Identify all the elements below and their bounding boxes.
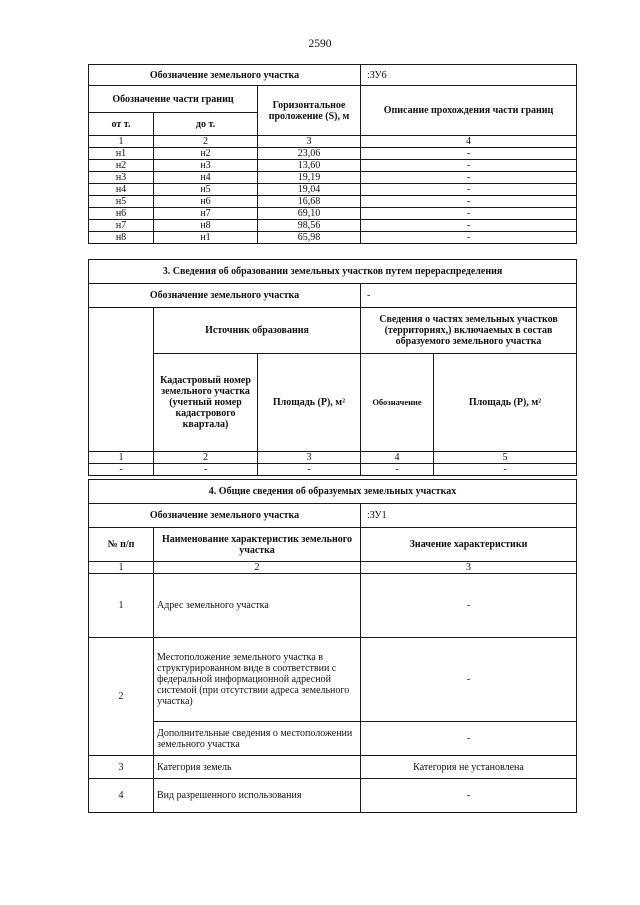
horizontal-length: 69,10	[258, 208, 361, 220]
characteristic-name: Адрес земельного участка	[154, 574, 361, 638]
column-number: 2	[154, 136, 258, 148]
designation-column-header: Обозначение	[361, 354, 434, 452]
row-number: 3	[89, 756, 154, 779]
table-row	[89, 779, 577, 813]
from-point: н6	[89, 208, 154, 220]
column-number: 3	[361, 562, 577, 574]
boundary-description-header: Описание прохождения части границ	[361, 86, 577, 136]
plot-designation-value: :ЗУ1	[361, 504, 577, 528]
table-row	[89, 196, 577, 208]
characteristic-value: -	[361, 574, 577, 638]
characteristic-value: -	[361, 722, 577, 756]
cell-value: -	[89, 464, 154, 476]
to-point-header: до т.	[154, 113, 258, 136]
table-row	[89, 756, 577, 779]
section-3-heading: 3. Сведения об образовании земельных участков путем перераспределения	[89, 260, 577, 284]
horizontal-length: 65,98	[258, 232, 361, 244]
to-point: н5	[154, 184, 258, 196]
description: -	[361, 196, 577, 208]
to-point: н6	[154, 196, 258, 208]
plot-designation-label: Обозначение земельного участка	[89, 284, 361, 308]
column-number: 2	[154, 452, 258, 464]
plot-designation-label: Обозначение земельного участка	[89, 65, 361, 86]
part-area-header: Площадь (Р), м²	[434, 354, 577, 452]
row-number: 2	[89, 638, 154, 756]
from-point: н4	[89, 184, 154, 196]
row-number: 1	[89, 574, 154, 638]
characteristic-value: -	[361, 779, 577, 813]
table-row	[89, 184, 577, 196]
column-number: 1	[89, 136, 154, 148]
description: -	[361, 148, 577, 160]
general-info-table	[88, 479, 577, 813]
from-point: н1	[89, 148, 154, 160]
column-number-row	[89, 452, 577, 464]
plot-designation-value: -	[361, 284, 577, 308]
column-number-row	[89, 562, 577, 574]
characteristic-value: -	[361, 638, 577, 722]
included-parts-header: Сведения о частях земельных участков (территориях,) включаемых в состав образуемого земельного участка	[361, 308, 577, 354]
table-row	[89, 160, 577, 172]
part-boundary-label: Обозначение части границ	[89, 86, 258, 113]
column-number: 1	[89, 562, 154, 574]
to-point: н4	[154, 172, 258, 184]
column-number: 3	[258, 136, 361, 148]
page-number: 2590	[308, 38, 332, 50]
horizontal-length-header: Горизонтальное проложение (S), м	[258, 86, 361, 136]
column-number: 1	[89, 452, 154, 464]
to-point: н2	[154, 148, 258, 160]
cell-value: -	[434, 464, 577, 476]
to-point: н8	[154, 220, 258, 232]
horizontal-length: 16,68	[258, 196, 361, 208]
horizontal-length: 19,04	[258, 184, 361, 196]
characteristic-name: Местоположение земельного участка в структурированном виде в соответствии с федеральной информационной адресной системой (при отсутствии адреса земельного участка)	[154, 638, 361, 722]
from-point: н3	[89, 172, 154, 184]
description: -	[361, 220, 577, 232]
table-row	[89, 722, 577, 756]
column-number: 4	[361, 452, 434, 464]
plot-designation-value: :ЗУ6	[361, 65, 577, 86]
plot-designation-label: Обозначение земельного участка	[89, 504, 361, 528]
table-row	[89, 232, 577, 244]
cadastral-number-header: Кадастровый номер земельного участка (учетный номер кадастрового квартала)	[154, 354, 258, 452]
to-point: н3	[154, 160, 258, 172]
row-number-header: № п/п	[89, 528, 154, 562]
characteristic-value-header: Значение характеристики	[361, 528, 577, 562]
cell-value: -	[154, 464, 258, 476]
description: -	[361, 232, 577, 244]
description: -	[361, 208, 577, 220]
from-point-header: от т.	[89, 113, 154, 136]
horizontal-length: 98,56	[258, 220, 361, 232]
column-number: 2	[154, 562, 361, 574]
column-number-row	[89, 136, 577, 148]
description: -	[361, 184, 577, 196]
horizontal-length: 13,60	[258, 160, 361, 172]
from-point: н2	[89, 160, 154, 172]
area-header: Площадь (Р), м²	[258, 354, 361, 452]
horizontal-length: 19,19	[258, 172, 361, 184]
row-number: 4	[89, 779, 154, 813]
characteristic-value: Категория не установлена	[361, 756, 577, 779]
characteristic-name: Вид разрешенного использования	[154, 779, 361, 813]
table-row	[89, 172, 577, 184]
cell-value: -	[258, 464, 361, 476]
table-row	[89, 220, 577, 232]
boundary-parts-table	[88, 64, 577, 244]
from-point: н5	[89, 196, 154, 208]
table-row	[89, 464, 577, 476]
column-number: 5	[434, 452, 577, 464]
cell-value: -	[361, 464, 434, 476]
description: -	[361, 172, 577, 184]
redistribution-table	[88, 259, 577, 476]
section-4-heading: 4. Общие сведения об образуемых земельных участках	[89, 480, 577, 504]
characteristic-name-header: Наименование характеристик земельного участка	[154, 528, 361, 562]
description: -	[361, 160, 577, 172]
column-number: 4	[361, 136, 577, 148]
table-row	[89, 574, 577, 638]
table-row	[89, 208, 577, 220]
table-row	[89, 148, 577, 160]
from-point: н7	[89, 220, 154, 232]
from-point: н8	[89, 232, 154, 244]
table-row	[89, 638, 577, 722]
to-point: н1	[154, 232, 258, 244]
formation-source-header: Источник образования	[154, 308, 361, 354]
column-number: 3	[258, 452, 361, 464]
characteristic-name: Дополнительные сведения о местоположении земельного участка	[154, 722, 361, 756]
horizontal-length: 23,06	[258, 148, 361, 160]
to-point: н7	[154, 208, 258, 220]
characteristic-name: Категория земель	[154, 756, 361, 779]
